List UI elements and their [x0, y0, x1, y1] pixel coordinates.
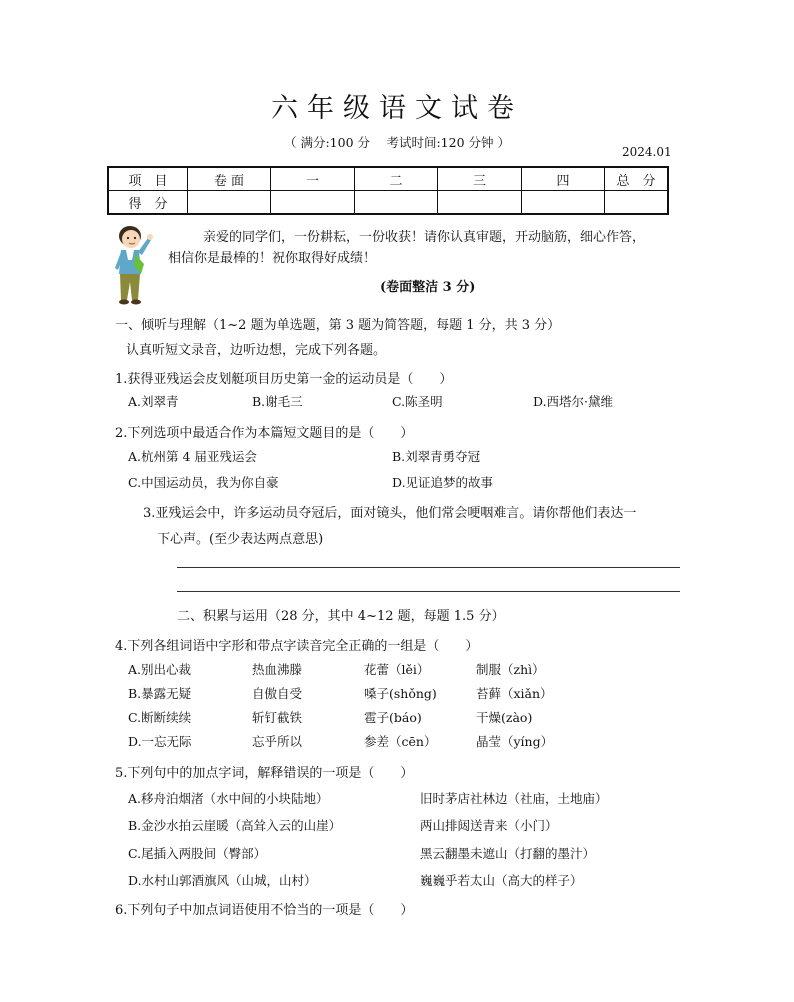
- answer-line-1[interactable]: [177, 567, 680, 568]
- q2-option-b[interactable]: B.刘翠青勇夺冠: [392, 449, 481, 464]
- q1-option-b[interactable]: B.谢毛三: [252, 394, 303, 409]
- score-cell[interactable]: [605, 191, 669, 215]
- q3-line-1: 3.亚残运会中，许多运动员夺冠后，面对镜头，他们常会哽咽难言。请你帮他们表达一: [143, 506, 637, 521]
- score-header-part4: 四: [522, 167, 605, 191]
- section1-heading: 一、倾听与理解（1~2 题为单选题，第 3 题为简答题，每题 1 分，共 3 分）: [115, 318, 561, 333]
- q4-d-word-2: 忘乎所以: [252, 734, 303, 749]
- score-cell[interactable]: [438, 191, 522, 215]
- q4-stem: 4.下列各组词语中字形和带点字读音完全正确的一组是（ ）: [115, 639, 479, 654]
- q4-b-word-3: 嗓子(shǒng): [364, 686, 437, 701]
- q5-c-left[interactable]: C.尾插入两股间（臀部）: [128, 846, 267, 861]
- exam-date: 2024.01: [622, 145, 672, 159]
- q1-stem: 1.获得亚残运会皮划艇项目历史第一金的运动员是（ ）: [115, 372, 453, 387]
- score-cell[interactable]: [522, 191, 605, 215]
- section2-heading: 二、积累与运用（28 分，其中 4~12 题，每题 1.5 分）: [177, 609, 505, 624]
- q5-stem: 5.下列句中的加点字词，解释错误的一项是（ ）: [115, 766, 414, 781]
- q5-a-right: 旧时茅店社林边（社庙，土地庙）: [420, 791, 608, 806]
- q2-option-a[interactable]: A.杭州第 4 届亚残运会: [128, 449, 257, 464]
- score-cell[interactable]: [271, 191, 355, 215]
- score-table-header-row: [108, 167, 668, 191]
- q6-stem: 6.下列句子中加点词语使用不恰当的一项是（ ）: [115, 903, 414, 918]
- score-cell[interactable]: [188, 191, 271, 215]
- intro-line-1: 亲爱的同学们，一份耕耘，一份收获！请你认真审题，开动脑筋，细心作答，: [203, 230, 646, 245]
- q4-c-word-2: 斩钉截铁: [252, 710, 303, 725]
- q5-a-left[interactable]: A.移舟泊烟渚（水中间的小块陆地）: [128, 791, 329, 806]
- q1-option-c[interactable]: C.陈圣明: [392, 394, 443, 409]
- q4-d-word-3: 参差（cēn）: [364, 734, 437, 749]
- page-title: 六年级语文试卷: [271, 93, 523, 124]
- q4-b-word-1[interactable]: B.暴露无疑: [128, 686, 192, 701]
- score-header-part2: 二: [355, 167, 438, 191]
- q4-a-word-2: 热血沸滕: [252, 662, 303, 677]
- q4-a-word-1[interactable]: A.别出心裁: [128, 662, 192, 677]
- score-header-total: 总 分: [605, 167, 669, 191]
- q2-option-d[interactable]: D.见证追梦的故事: [392, 475, 494, 490]
- score-header-part3: 三: [438, 167, 522, 191]
- score-cell[interactable]: [355, 191, 438, 215]
- q1-option-d[interactable]: D.西塔尔·黛维: [533, 394, 614, 409]
- q4-c-word-4: 干燥(zào): [476, 710, 533, 725]
- q4-b-word-4: 苔藓（xiǎn）: [476, 686, 553, 701]
- score-header-item: 项 目: [108, 167, 188, 191]
- q5-c-right: 黑云翻墨未遮山（打翻的墨汁）: [420, 846, 596, 861]
- q4-b-word-2: 自傲自受: [252, 686, 303, 701]
- neatness-note: (卷面整洁 3 分): [380, 280, 476, 295]
- q2-option-c[interactable]: C.中国运动员，我为你自豪: [128, 475, 279, 490]
- intro-line-2: 相信你是最棒的！祝你取得好成绩！: [168, 251, 377, 266]
- exam-subtitle: （ 满分:100 分 考试时间:120 分钟 ）: [283, 135, 510, 150]
- score-header-part1: 一: [271, 167, 355, 191]
- score-header-neatness: 卷 面: [188, 167, 271, 191]
- q5-d-right: 巍巍乎若太山（高大的样子）: [420, 873, 583, 888]
- q4-d-word-1[interactable]: D.一忘无际: [128, 734, 192, 749]
- q5-b-right: 两山排闼送青来（小门）: [420, 818, 558, 833]
- score-row-label: 得 分: [108, 191, 188, 215]
- q2-stem: 2.下列选项中最适合作为本篇短文题目的是（ ）: [115, 426, 414, 441]
- q5-b-left[interactable]: B.金沙水拍云崖暖（高耸入云的山崖）: [128, 818, 342, 833]
- score-table: [107, 166, 669, 215]
- score-table-score-row: [108, 191, 668, 215]
- q3-line-2: 下心声。(至少表达两点意思): [157, 532, 324, 547]
- q4-d-word-4: 晶莹（yíng）: [476, 734, 554, 749]
- boy-illustration: [108, 224, 158, 306]
- section1-instruction: 认真听短文录音，边听边想，完成下列各题。: [126, 343, 387, 358]
- q4-a-word-4: 制服（zhì）: [476, 662, 545, 677]
- q4-a-word-3: 花蕾（lěi）: [364, 662, 430, 677]
- q5-d-left[interactable]: D.水村山郭酒旗风（山城，山村）: [128, 873, 317, 888]
- q1-option-a[interactable]: A.刘翠青: [128, 394, 179, 409]
- q4-c-word-1[interactable]: C.断断续续: [128, 710, 192, 725]
- answer-line-2[interactable]: [177, 591, 680, 592]
- q4-c-word-3: 雹子(báo): [364, 710, 422, 725]
